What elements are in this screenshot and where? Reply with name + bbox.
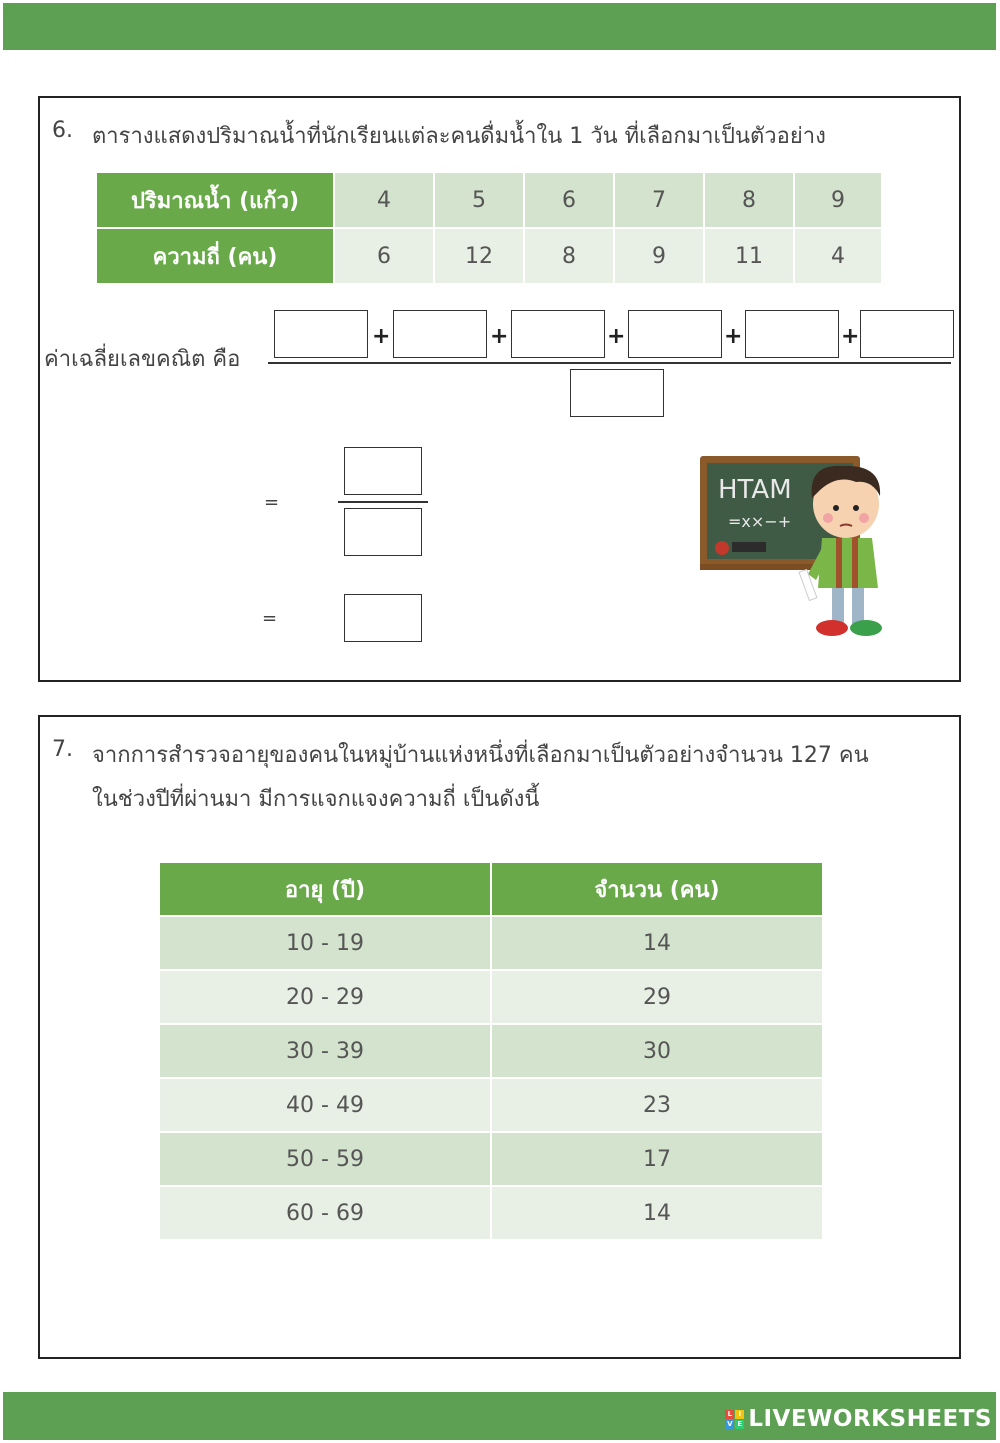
table-row: [160, 1187, 822, 1239]
table-row: [160, 1079, 822, 1131]
water-cell: 6: [525, 173, 613, 227]
age-cell: 30 - 39: [160, 1025, 490, 1077]
table-row: [160, 1025, 822, 1077]
question-7-line1: จากการสำรวจอายุของคนในหมู่บ้านแห่งหนึ่งที่เลือกมาเป็นตัวอย่างจำนวน 127 คน: [92, 743, 869, 768]
age-cell: 20 - 29: [160, 971, 490, 1023]
age-cell: 60 - 69: [160, 1187, 490, 1239]
water-cell: 7: [615, 173, 703, 227]
age-column-header: อายุ (ปี): [160, 863, 490, 915]
water-cell: 9: [795, 173, 881, 227]
table-header-row: [160, 863, 822, 915]
frequency-row-header: ความถี่ (คน): [97, 229, 333, 283]
logo-letter: I: [735, 1410, 744, 1419]
equals-sign: =: [262, 608, 278, 629]
count-cell: 23: [492, 1079, 822, 1131]
question-6-panel: [38, 96, 961, 682]
plus-sign: +: [372, 324, 391, 349]
mean-label: ค่าเฉลี่ยเลขคณิต คือ: [44, 347, 241, 372]
numerator-answer-box-5[interactable]: [745, 310, 839, 358]
denominator-answer-box[interactable]: [570, 369, 664, 417]
boy-shoe: [816, 620, 848, 636]
sum-numerator-box[interactable]: [344, 447, 422, 495]
question-7-panel: [38, 715, 961, 1359]
boy-cheek: [859, 513, 869, 523]
equals-sign: =: [264, 492, 280, 513]
table-row: [160, 1133, 822, 1185]
frequency-cell: 6: [335, 229, 433, 283]
boy-at-chalkboard-illustration: [696, 452, 906, 644]
boy-leg: [832, 588, 844, 624]
count-column-header: จำนวน (คน): [492, 863, 822, 915]
count-cell: 17: [492, 1133, 822, 1185]
frequency-cell: 9: [615, 229, 703, 283]
question-6-text: ตารางแสดงปริมาณน้ำที่นักเรียนแต่ละคนดื่มน้ำใน 1 วัน ที่เลือกมาเป็นตัวอย่าง: [92, 124, 826, 149]
sum-denominator-box[interactable]: [344, 508, 422, 556]
liveworksheets-logo-icon: [725, 1410, 744, 1429]
frequency-row: [97, 229, 881, 283]
age-frequency-table: [158, 861, 824, 1241]
logo-letter: E: [735, 1420, 744, 1429]
chalkboard-symbols: =x×−+: [728, 512, 792, 531]
plus-sign: +: [841, 324, 860, 349]
final-mean-box[interactable]: [344, 594, 422, 642]
logo-letter: V: [727, 1419, 733, 1428]
count-cell: 14: [492, 917, 822, 969]
fraction-line-small: [338, 501, 428, 503]
water-cell: 5: [435, 173, 523, 227]
numerator-answer-box-2[interactable]: [393, 310, 487, 358]
age-cell: 50 - 59: [160, 1133, 490, 1185]
frequency-cell: 12: [435, 229, 523, 283]
plus-sign: +: [724, 324, 743, 349]
plus-sign: +: [607, 324, 626, 349]
water-row-header: ปริมาณน้ำ (แก้ว): [97, 173, 333, 227]
boy-shoe: [850, 620, 882, 636]
table-row: [160, 917, 822, 969]
numerator-answer-box-4[interactable]: [628, 310, 722, 358]
water-cell: 8: [705, 173, 793, 227]
table-row: [160, 971, 822, 1023]
boy-cheek: [823, 513, 833, 523]
age-cell: 40 - 49: [160, 1079, 490, 1131]
water-row: [97, 173, 881, 227]
boy-eye: [853, 505, 859, 511]
frequency-cell: 4: [795, 229, 881, 283]
plus-sign: +: [490, 324, 509, 349]
count-cell: 29: [492, 971, 822, 1023]
chalkboard-math-text: HTAM: [718, 475, 792, 505]
boy-leg: [852, 588, 864, 624]
question-7-number: 7.: [52, 737, 73, 762]
numerator-answer-box-6[interactable]: [860, 310, 954, 358]
eraser-icon: [732, 542, 766, 552]
boy-suspender: [852, 538, 858, 588]
water-table: [95, 171, 883, 285]
age-cell: 10 - 19: [160, 917, 490, 969]
boy-shirt: [818, 538, 878, 588]
boy-suspender: [836, 538, 842, 588]
fraction-line: [268, 362, 951, 364]
numerator-answer-box-1[interactable]: [274, 310, 368, 358]
water-cell: 4: [335, 173, 433, 227]
frequency-cell: 8: [525, 229, 613, 283]
apple-icon: [715, 541, 729, 555]
logo-letter: L: [725, 1410, 734, 1419]
question-6-number: 6.: [52, 118, 73, 143]
boy-eye: [833, 505, 839, 511]
numerator-answer-box-3[interactable]: [511, 310, 605, 358]
question-7-line2: ในช่วงปีที่ผ่านมา มีการแจกแจงความถี่ เป็นดังนี้: [92, 787, 540, 812]
liveworksheets-wordmark: LIVEWORKSHEETS: [748, 1406, 992, 1432]
count-cell: 14: [492, 1187, 822, 1239]
count-cell: 30: [492, 1025, 822, 1077]
top-banner: [3, 3, 996, 50]
liveworksheets-brand[interactable]: [725, 1404, 992, 1434]
frequency-cell: 11: [705, 229, 793, 283]
